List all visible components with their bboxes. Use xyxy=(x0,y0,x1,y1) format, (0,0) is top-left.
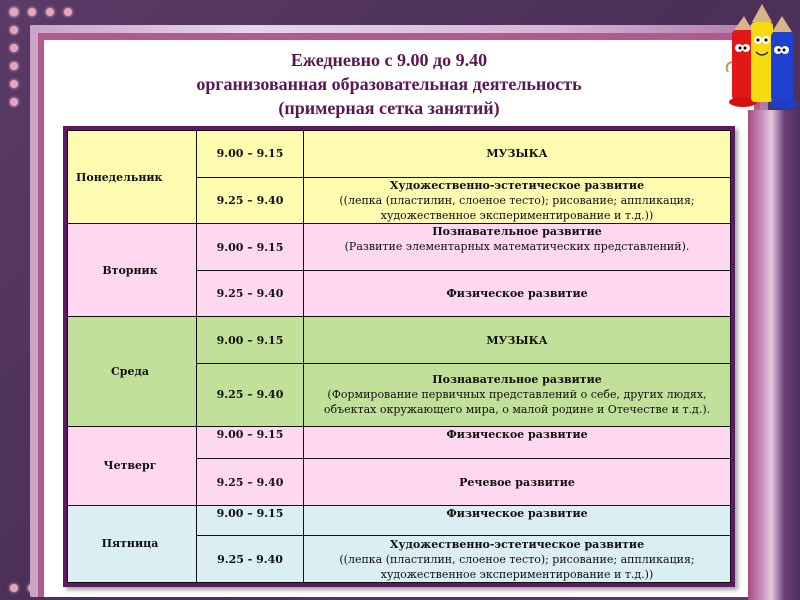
schedule-table xyxy=(67,130,731,583)
time-slot: 9.00 – 9.15 xyxy=(197,131,304,178)
activity-cell xyxy=(304,426,731,458)
activity-title: Физическое развитие xyxy=(446,427,588,441)
activity-cell xyxy=(304,177,731,224)
decorative-dots-left xyxy=(10,8,18,106)
activity-cell xyxy=(304,270,731,317)
time-slot: 9.25 – 9.40 xyxy=(197,270,304,317)
day-friday: Пятница xyxy=(68,505,197,582)
time-slot: 9.25 – 9.40 xyxy=(197,459,304,506)
time-slot: 9.00 – 9.15 xyxy=(197,317,304,364)
day-thursday: Четверг xyxy=(68,426,197,505)
activity-title: Художественно-эстетическое развитие xyxy=(389,537,645,551)
activity-title: Физическое развитие xyxy=(446,506,588,520)
day-tuesday: Вторник xyxy=(68,224,197,317)
table-row xyxy=(68,224,731,271)
time-slot: 9.00 – 9.15 xyxy=(197,224,304,271)
activity-description: (Развитие элементарных математических представлений). xyxy=(344,240,690,254)
pencils-mascot-icon xyxy=(724,2,800,110)
time-slot: 9.00 – 9.15 xyxy=(197,426,304,458)
schedule-table-container xyxy=(63,126,735,587)
activity-title: Физическое развитие xyxy=(446,287,588,301)
activity-title: Познавательное развитие xyxy=(432,373,602,387)
title-line-3: (примерная сетка занятий) xyxy=(278,98,500,118)
day-wednesday: Среда xyxy=(68,317,197,426)
activity-description: (Формирование первичных представлений о себе, других людях, объектах окружающего мира, о малой родине и Отечестве и т.д.). xyxy=(323,388,711,417)
activity-cell xyxy=(304,364,731,427)
title-line-2: организованная образовательная деятельность xyxy=(196,74,582,94)
activity-title: Художественно-эстетическое развитие xyxy=(389,178,645,192)
decorative-dots-top xyxy=(10,8,72,16)
activity-cell xyxy=(304,224,731,271)
time-slot: 9.25 - 9.40 xyxy=(197,536,304,583)
activity-description: ((лепка (пластилин, слоеное тесто); рисование; аппликация; художественное экспериментирование и т.д.)) xyxy=(339,552,695,581)
time-slot: 9.00 – 9.15 xyxy=(197,505,304,535)
activity-cell xyxy=(304,505,731,535)
table-row xyxy=(68,505,731,535)
time-slot: 9.25 – 9.40 xyxy=(197,364,304,427)
decorative-pillar xyxy=(748,110,800,600)
title-line-1: Ежедневно с 9.00 до 9.40 xyxy=(290,50,488,70)
table-row xyxy=(68,131,731,178)
activity-title: Речевое развитие xyxy=(459,475,575,489)
activity-cell xyxy=(304,459,731,506)
activity-cell xyxy=(304,131,731,178)
time-slot: 9.25 – 9.40 xyxy=(197,177,304,224)
activity-description: ((лепка (пластилин, слоеное тесто); рисование; аппликация; художественное экспериментирование и т.д.)) xyxy=(339,193,695,222)
page-title xyxy=(44,48,734,120)
activity-title: МУЗЫКА xyxy=(486,333,548,347)
activity-cell xyxy=(304,536,731,583)
table-row xyxy=(68,317,731,364)
activity-title: Познавательное развитие xyxy=(432,225,602,239)
day-monday: Понедельник xyxy=(68,131,197,224)
table-row xyxy=(68,426,731,458)
activity-title: МУЗЫКА xyxy=(486,147,548,161)
activity-cell xyxy=(304,317,731,364)
